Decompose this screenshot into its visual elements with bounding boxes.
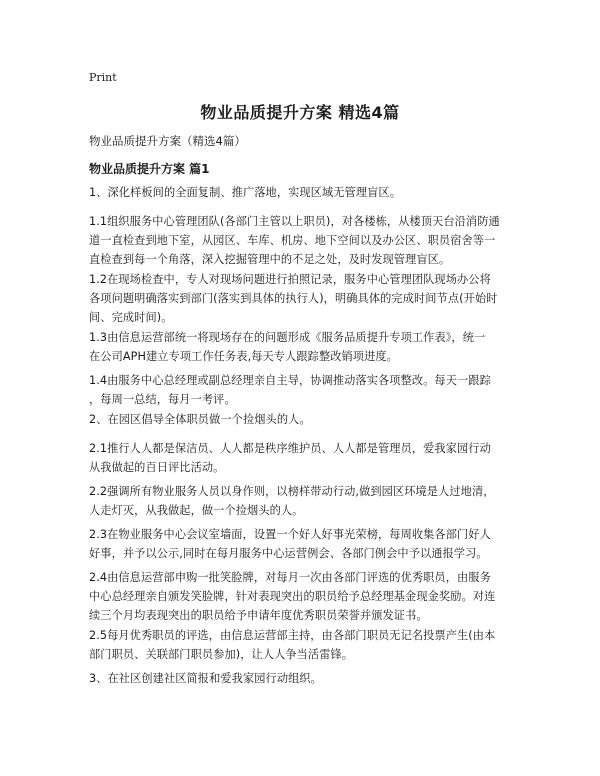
- paragraph-line: 2、在园区倡导全体职员做一个捡烟头的人。: [89, 413, 311, 426]
- paragraph: [89, 410, 519, 429]
- paragraph-line: 1.1组织服务中心管理团队(各部门主管以上职员)，对各楼栋，从楼顶天台沿消防通: [89, 215, 500, 228]
- paragraph-line: 从我做起的百日评比活动。: [89, 461, 225, 474]
- paragraph: [89, 328, 519, 366]
- paragraph: [89, 482, 519, 520]
- paragraph-line: 中心总经理亲自颁发笑脸牌，针对表现突出的职员给予总经理基金现金奖励。对连: [89, 590, 496, 603]
- paragraph-line: 2.4由信息运营部申购一批笑脸牌，对每月一次由各部门评选的优秀职员，由服务: [89, 571, 491, 584]
- paragraph-line: 1、深化样板间的全面复制、推广落地，实现区域无管理盲区。: [89, 186, 401, 199]
- paragraph: [89, 525, 519, 563]
- paragraph-line: 好事，并予以公示,同时在每月服务中心运营例会、各部门例会中予以通报学习。: [89, 547, 488, 560]
- paragraph-line: 1.3由信息运营部统一将现场存在的问题形成《服务品质提升专项工作表》，统一: [89, 331, 486, 344]
- paragraph-line: 1.4由服务中心总经理或副总经理亲自主导，协调推动落实各项整改。每天一跟踪: [89, 374, 491, 387]
- paragraph: [89, 626, 519, 664]
- paragraph-line: 1.2在现场检查中，专人对现场问题进行拍照记录，服务中心管理团队现场办公将: [89, 273, 491, 286]
- paragraph-line: 2.1推行人人都是保洁员、人人都是秩序维护员、人人都是管理员，爱我家园行动: [89, 442, 491, 455]
- paragraph-line: 直检查到每一个角落，深入挖掘管理中的不足之处，及时发现管理盲区。: [89, 253, 451, 266]
- paragraph-line: 部门职员、关联部门职员参加)，让人人争当活雷锋。: [89, 648, 354, 661]
- document-subtitle: 物业品质提升方案（精选4篇）: [89, 134, 246, 148]
- paragraph: [89, 371, 519, 409]
- paragraph-line: ，每周一总结，每月一考评。: [89, 393, 236, 406]
- paragraph-line: 人走灯灭，从我做起，做一个捡烟头的人。: [89, 504, 304, 517]
- paragraph-line: 间、完成时间)。: [89, 311, 173, 324]
- paragraph: [89, 568, 519, 625]
- paragraph: [89, 669, 519, 688]
- paragraph-line: 各项问题明确落实到部门(落实到具体的执行人)，明确具体的完成时间节点(开始时: [89, 292, 498, 305]
- paragraph-line: 2.2强调所有物业服务人员以身作则，以榜样带动行动,做到园区环境是人过地清，: [89, 485, 495, 498]
- paragraph: [89, 270, 519, 327]
- section-heading: 物业品质提升方案 篇1: [89, 162, 210, 176]
- paragraph: [89, 212, 519, 269]
- page-title: 物业品质提升方案 精选4篇: [200, 103, 400, 122]
- print-link[interactable]: Print: [89, 71, 117, 84]
- paragraph-line: 续三个月均表现突出的职员给予申请年度优秀职员荣誉并颁发证书。: [89, 609, 428, 622]
- paragraph-line: 道一直检查到地下室，从园区、车库、机房、地下空间以及办公区、职员宿舍等一: [89, 234, 496, 247]
- paragraph-line: 在公司APH建立专项工作任务表,每天专人跟踪整改销项进度。: [89, 350, 398, 363]
- paragraph: [89, 183, 519, 202]
- paragraph-line: 2.3在物业服务中心会议室墙面，设置一个好人好事光荣榜，每周收集各部门好人: [89, 528, 491, 541]
- paragraph: [89, 439, 519, 477]
- paragraph-line: 2.5每月优秀职员的评选，由信息运营部主持，由各部门职员无记名投票产生(由本: [89, 629, 496, 642]
- paragraph-line: 3、在社区创建社区简报和爱我家园行动组织。: [89, 672, 322, 685]
